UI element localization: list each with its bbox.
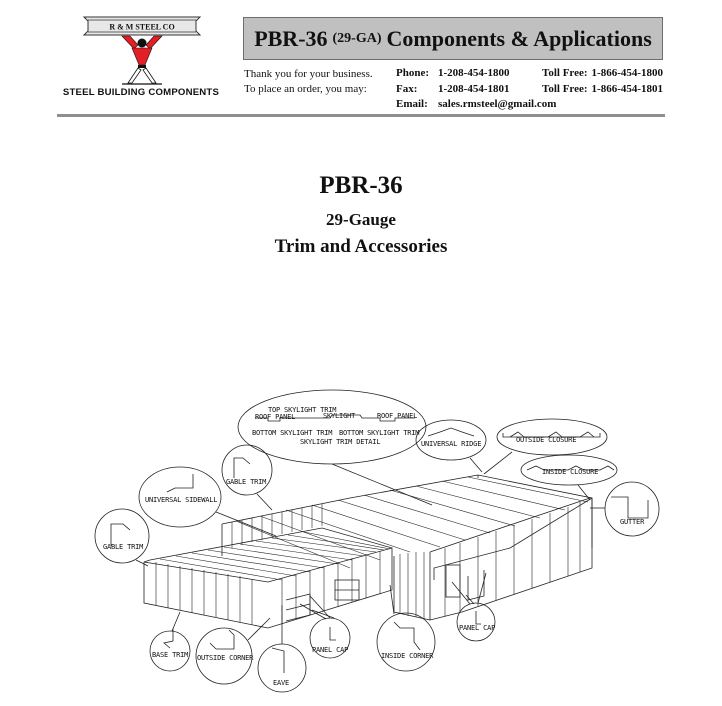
label-universal-ridge: UNIVERSAL RIDGE [421,440,482,448]
phone-tollfree-label: Toll Free: [542,67,588,79]
label-bottom-skylight-trim-right: BOTTOM SKYLIGHT TRIM [339,429,420,437]
label-outside-corner: OUTSIDE CORNER [197,654,254,662]
fax-number: 1-208-454-1801 [438,82,510,95]
label-inside-closure: INSIDE CLOSURE [542,468,599,476]
fax-label: Fax: [396,82,418,95]
header-gauge: (29-GA) [332,30,382,46]
label-gutter: GUTTER [620,518,645,526]
label-roof-panel-right: ROOF PANEL [377,412,418,420]
email-row [396,97,663,113]
label-outside-closure: OUTSIDE CLOSURE [516,436,577,444]
label-panel-cap-right: PANEL CAP [459,624,496,632]
label-bottom-skylight-trim-left: BOTTOM SKYLIGHT TRIM [252,429,333,437]
header-message [244,67,373,97]
email-label: Email: [396,98,428,110]
header-product: PBR-36 [254,25,328,51]
label-skylight: SKYLIGHT [323,412,356,420]
label-roof-panel-left: ROOF PANEL [255,413,296,421]
label-gable-trim-upper: GABLE TRIM [226,478,267,486]
document-gauge: 29-Gauge [326,210,396,229]
label-top-skylight-trim: TOP SKYLIGHT TRIM [268,406,337,414]
label-inside-corner: INSIDE CORNER [381,652,434,660]
header-title-box [243,17,663,60]
message-line-1: Thank you for your business. [244,68,373,80]
label-universal-sidewall: UNIVERSAL SIDEWALL [145,496,218,504]
phone-tollfree-number[interactable]: 1-866-454-1800 [591,67,664,79]
document-subtitle: Trim and Accessories [274,236,448,257]
phone-row [396,66,663,82]
header-subtitle: Components & Applications [386,25,652,51]
label-skylight-trim-detail: SKYLIGHT TRIM DETAIL [300,438,381,446]
document-title: PBR-36 [319,172,403,199]
fax-tollfree-label: Toll Free: [542,82,588,95]
building-trim-diagram [0,380,722,706]
contact-info [396,66,663,113]
fax-row [396,82,663,98]
label-gable-trim-left: GABLE TRIM [103,543,144,551]
label-base-trim: BASE TRIM [152,651,189,659]
email-link[interactable]: sales.rmsteel@gmail.com [438,98,557,110]
company-logo [56,15,226,100]
label-panel-cap-left: PANEL CAP [312,646,349,654]
header-divider [57,114,665,117]
fax-tollfree-number: 1-866-454-1801 [591,82,664,95]
weightlifter-logo-icon [82,15,202,87]
message-line-2: To place an order, you may: [244,83,367,95]
label-eave: EAVE [273,679,290,687]
logo-tagline: STEEL BUILDING COMPONENTS [62,87,220,98]
phone-label: Phone: [396,67,429,79]
svg-text:R & M STEEL CO: R & M STEEL CO [109,22,175,32]
phone-number[interactable]: 1-208-454-1800 [438,67,510,79]
